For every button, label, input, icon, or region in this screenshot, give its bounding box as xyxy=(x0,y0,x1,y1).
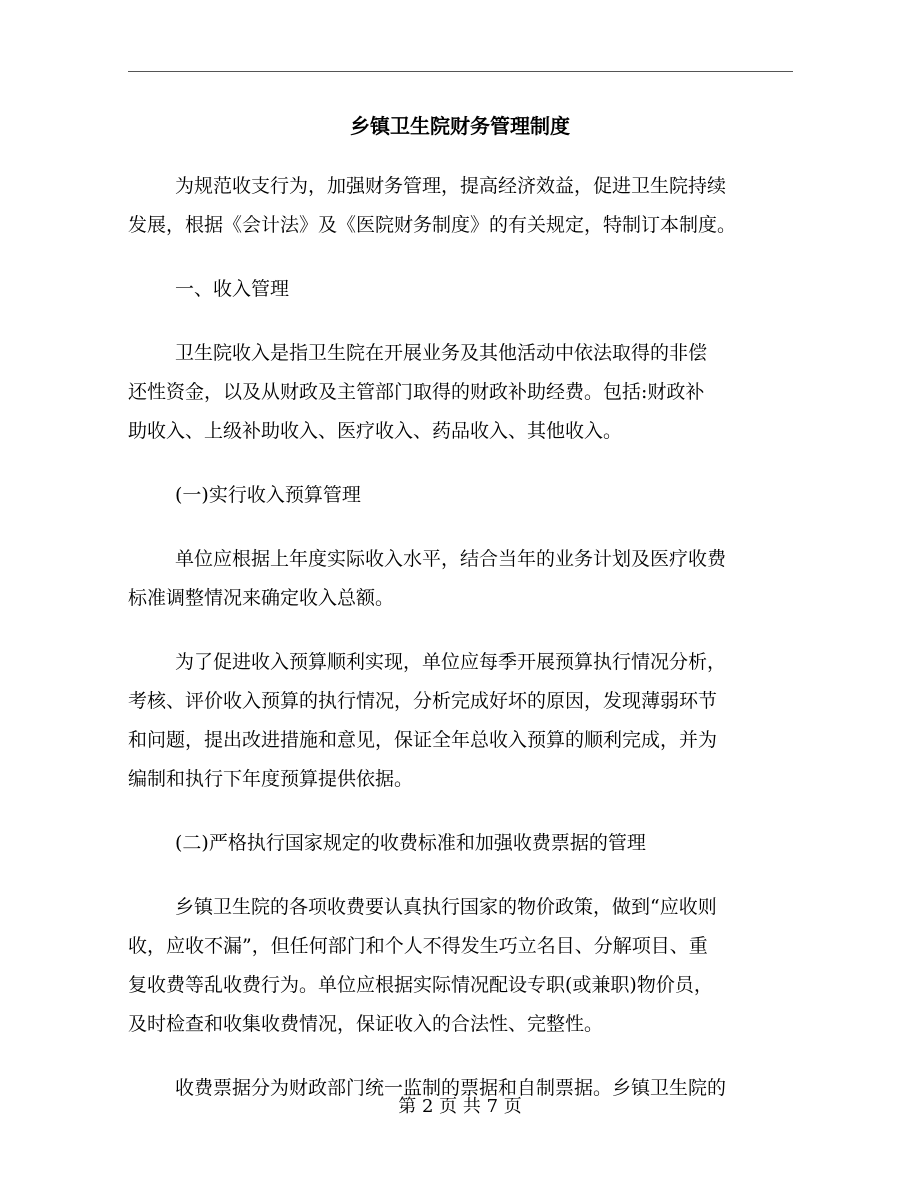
text-line: 标准调整情况来确定收入总额。 xyxy=(128,587,395,609)
text-line: 一、收入管理 xyxy=(175,278,290,300)
text-line: 收，应收不漏”，但任何部门和个人不得发生巧立名目、分解项目、重 xyxy=(128,935,708,957)
text-line: 发展，根据《会计法》及《医院财务制度》的有关规定，特制订本制度。 xyxy=(128,214,737,236)
paragraph-intro xyxy=(128,167,793,245)
text-line: 复收费等乱收费行为。单位应根据实际情况配设专职(或兼职)物价员， xyxy=(128,974,713,996)
document-title: 乡镇卫生院财务管理制度 xyxy=(350,114,570,138)
text-line: 还性资金，以及从财政及主管部门取得的财政补助经费。包括:财政补 xyxy=(128,381,705,403)
subsection-heading-fees xyxy=(128,824,793,863)
paragraph-fee-policy xyxy=(128,888,793,1044)
text-line: 单位应根据上年度实际收入水平，结合当年的业务计划及医疗收费 xyxy=(175,548,727,570)
section-heading-income xyxy=(128,270,793,309)
text-line: (二)严格执行国家规定的收费标准和加强收费票据的管理 xyxy=(175,832,646,854)
text-line: 卫生院收入是指卫生院在开展业务及其他活动中依法取得的非偿 xyxy=(175,342,708,364)
paragraph-budget-analysis xyxy=(128,643,793,799)
text-line: 及时检查和收集收费情况，保证收入的合法性、完整性。 xyxy=(128,1013,604,1035)
text-line: 编制和执行下年度预算提供依据。 xyxy=(128,768,414,790)
text-line: 乡镇卫生院的各项收费要认真执行国家的物价政策，做到“应收则 xyxy=(175,896,717,918)
text-line: 助收入、上级补助收入、医疗收入、药品收入、其他收入。 xyxy=(128,420,623,442)
text-line: 为了促进收入预算顺利实现，单位应每季开展预算执行情况分析， xyxy=(175,651,727,673)
text-line: 考核、评价收入预算的执行情况，分析完成好坏的原因，发现薄弱环节 xyxy=(128,690,718,712)
text-line: 收费票据分为财政部门统一监制的票据和自制票据。乡镇卫生院的 xyxy=(175,1077,727,1099)
document-body xyxy=(128,167,793,1133)
paragraph-budget-total xyxy=(128,540,793,618)
page-footer: 第 2 页 共 7 页 xyxy=(398,1096,522,1117)
text-line: 和问题，提出改进措施和意见，保证全年总收入预算的顺利完成，并为 xyxy=(128,729,718,751)
text-line: 为规范收支行为，加强财务管理，提高经济效益，促进卫生院持续 xyxy=(175,175,727,197)
subsection-heading-budget xyxy=(128,476,793,515)
header-rule xyxy=(128,71,793,72)
text-line: (一)实行收入预算管理 xyxy=(175,484,361,506)
paragraph-income-definition xyxy=(128,334,793,451)
